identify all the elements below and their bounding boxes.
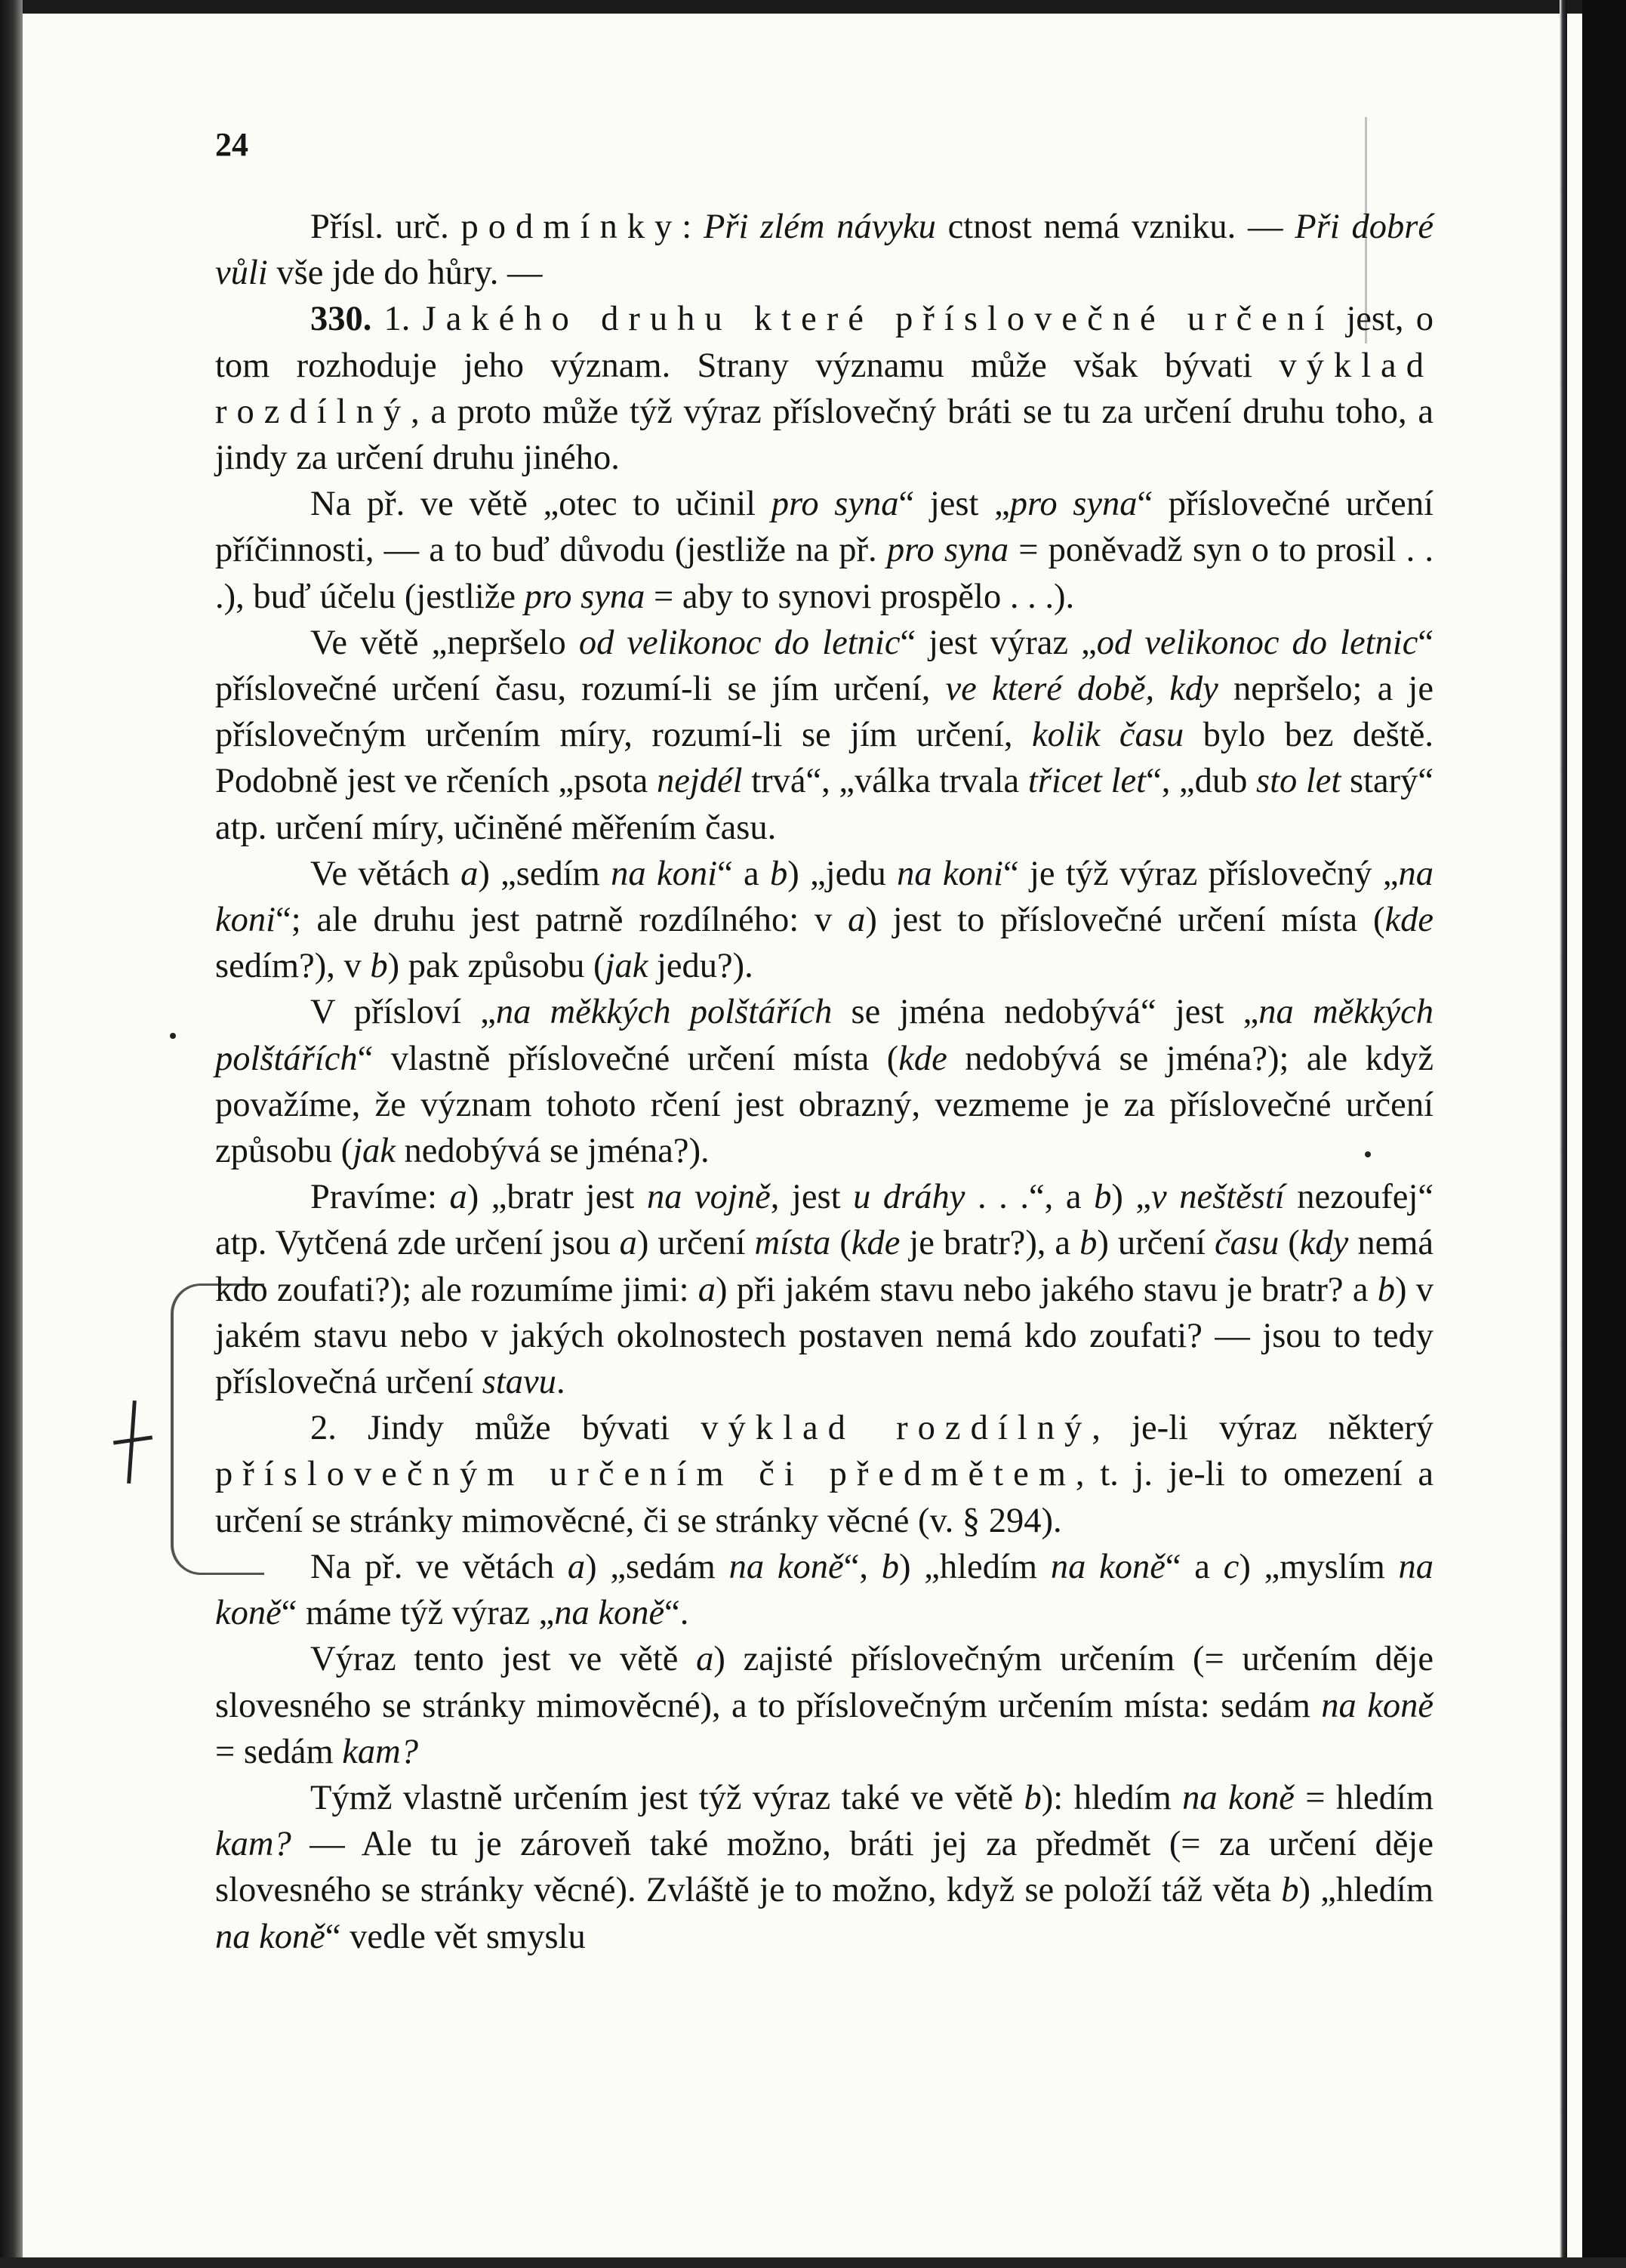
paragraph-velikonoc: Ve větě „nepršelo od velikonoc do letnic“ jest výraz „od velikonoc do letnic“ příslovečné určení času, rozumí-li se jím určení, ve které době, kdy nepršelo; a je příslovečným určením míry, rozumí-li se jím určení, kolik času bylo bez deště. Podobně jest ve rčeních „psota nejdél trvá“, „válka trvala třicet let“, „dub sto let starý“ atp. určení míry, učiněné měřením času. <box>215 623 1434 847</box>
margin-dot <box>170 1033 176 1039</box>
page-number: 24 <box>215 126 248 163</box>
body-text <box>215 204 1434 1960</box>
section-number: 330. <box>310 300 372 339</box>
scan-border-left <box>0 0 23 2268</box>
paragraph-1: Přísl. urč. podmínky: Při zlém návyku ctnost nemá vzniku. — Při dobré vůli vše jde do hůry. — <box>215 208 1434 293</box>
paragraph-example-pro-syna: Na př. ve větě „otec to učinil pro syna“ jest „pro syna“ příslovečné určení příčinnosti, — a to buď důvodu (jestliže na př. pro syna = poněvadž syn o to prosil . . .), buď účelu (jestliže pro syna = aby to synovi prospělo . . .). <box>215 485 1434 616</box>
paragraph-na-koni: Ve větách a) „sedím na koni“ a b) „jedu na koni“ je týž výraz příslovečný „na koni“; ale druhu jest patrně rozdílného: v a) jest to příslovečné určení místa (kde sedím?), v b) pak způsobu (jak jedu?). <box>215 854 1434 986</box>
paragraph-pravime: Pravíme: a) „bratr jest na vojně, jest u dráhy . . .“, a b) „v neštěstí nezoufej“ atp. Vytčená zde určení jsou a) určení místa (kde je bratr?), a b) určení času (kdy nemá kdo zoufati?); ale rozumíme jimi: a) při jakém stavu nebo jakého stavu je bratr? a b) v jakém stavu nebo v jakých okolnostech postaven nemá kdo zoufati? — jsou to tedy příslovečná určení stavu. <box>215 1178 1434 1402</box>
scan-border-bottom <box>0 2257 1626 2268</box>
scan-border-right <box>1582 0 1626 2268</box>
binding-shadow <box>1560 0 1567 2268</box>
scan-border-top <box>0 0 1626 14</box>
paragraph-330-1: 330. 1. Jakého druhu které příslovečné určení jest, o tom rozhoduje jeho význam. Strany významu může však bývati výklad rozdílný, a proto může týž výraz příslovečný bráti se tu za určení druhu toho, a jindy za určení druhu jiného. <box>215 300 1434 478</box>
paragraph-330-2: 2. Jindy může bývati výklad rozdílný, je-li výraz některý příslovečným určením či předmětem, t. j. je-li to omezení a určení se stránky mimověcné, či se stránky věcné (v. § 294). <box>215 1409 1434 1540</box>
paragraph-na-kone: Na př. ve větách a) „sedám na koně“, b) „hledím na koně“ a c) „myslím na koně“ máme týž výraz „na koně“. <box>215 1547 1434 1633</box>
paragraph-tymz: Týmž vlastně určením jest týž výraz také ve větě b): hledím na koně = hledím kam? — Ale tu je zároveň také možno, bráti jej za předmět (= za určení děje slovesného se stránky věcné). Zvláště je to možno, když se položí táž věta b) „hledím na koně“ vedle vět smyslu <box>215 1778 1434 1956</box>
paragraph-vyraz-tento: Výraz tento jest ve větě a) zajisté příslovečným určením (= určením děje slovesného se stránky mimověcné), a to příslovečným určením místa: sedám na koně = sedám kam? <box>215 1640 1434 1771</box>
paragraph-prislovi: V přísloví „na měkkých polštářích se jména nedobývá“ jest „na měkkých polštářích“ vlastně příslovečné určení místa (kde nedobývá se jména?); ale když považíme, že význam tohoto rčení jest obrazný, vezmeme je za příslovečné určení způsobu (jak nedobývá se jména?). <box>215 993 1434 1171</box>
